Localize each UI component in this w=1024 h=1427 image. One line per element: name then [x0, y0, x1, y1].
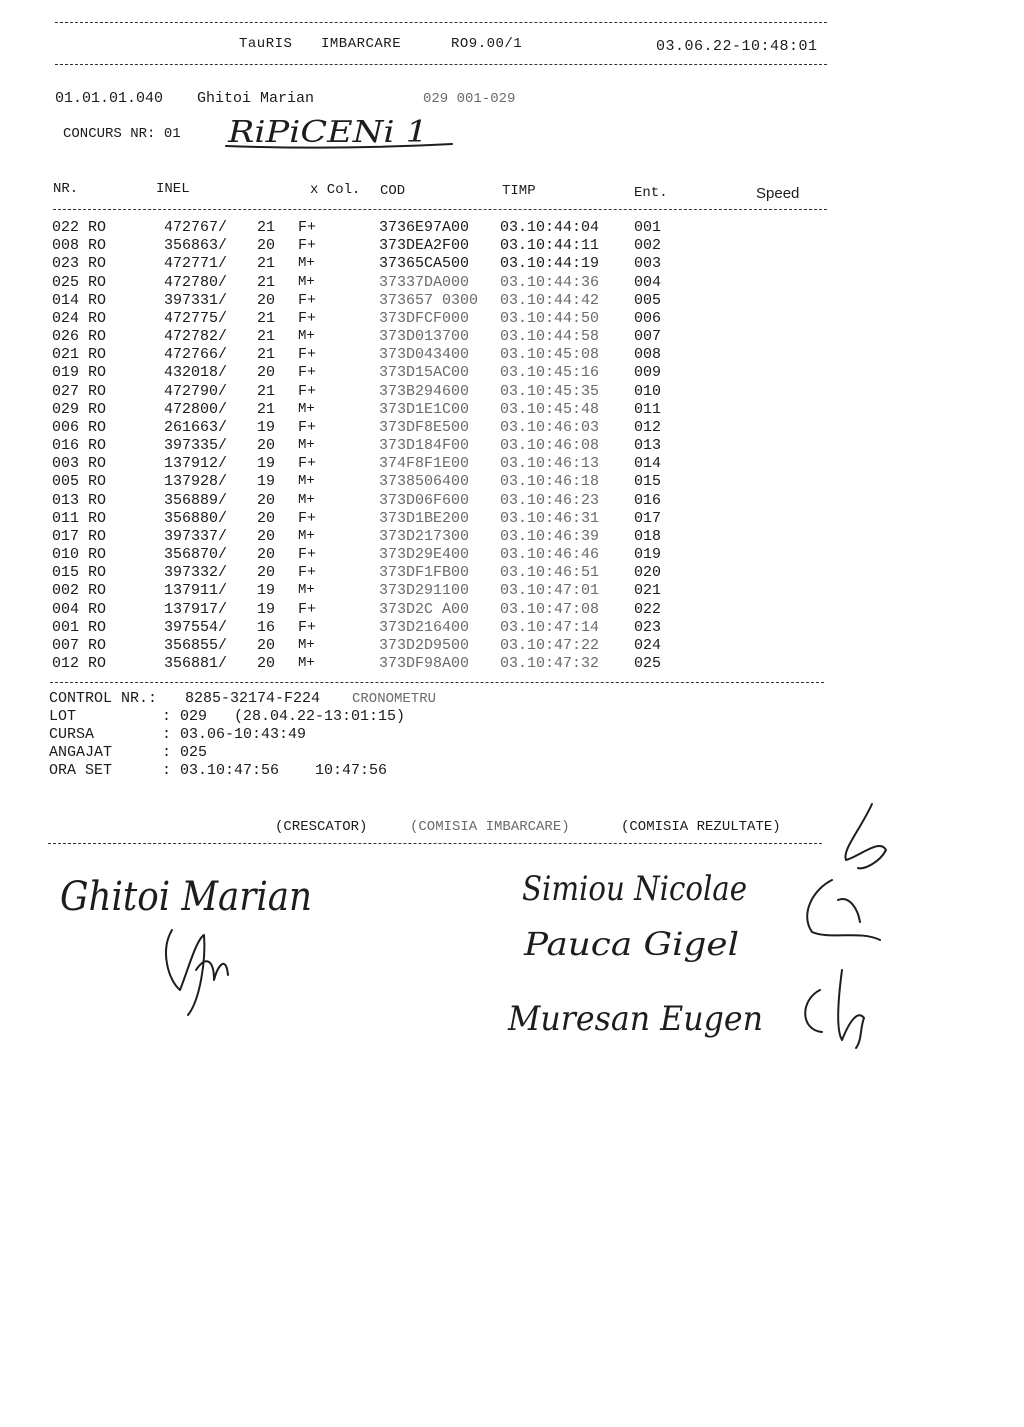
- cell-year: 21: [257, 309, 276, 327]
- cell-nr: 005 RO: [52, 473, 107, 491]
- table-row: [0, 274, 1024, 292]
- cell-sex: M+: [298, 655, 315, 672]
- cell-code: 37337DA000: [379, 273, 470, 291]
- cell-year: 20: [257, 364, 276, 382]
- cell-code: 373D06F600: [379, 491, 470, 509]
- cell-time: 03.10:47:32: [500, 655, 600, 673]
- cell-nr: 029 RO: [52, 400, 107, 418]
- cell-code: 37365CA500: [379, 255, 470, 273]
- cell-year: 20: [257, 291, 276, 309]
- cell-ent: 004: [634, 273, 662, 291]
- cell-ent: 021: [634, 582, 662, 600]
- cell-ring: 356863/: [164, 237, 228, 255]
- fancier-code: 01.01.01.040: [55, 90, 164, 107]
- cell-time: 03.10:47:14: [500, 618, 600, 636]
- handwritten-name-commission-3: Muresan Eugen: [507, 999, 763, 1039]
- cell-sex: F+: [298, 219, 317, 236]
- col-header-nr: NR.: [53, 181, 79, 197]
- cell-sex: F+: [298, 564, 317, 582]
- cell-ring: 137912/: [164, 455, 228, 473]
- cell-sex: F+: [298, 618, 317, 636]
- cell-time: 03.10:44:58: [500, 328, 600, 346]
- cell-code: 374F8F1E00: [379, 455, 470, 473]
- cell-ring: 356870/: [164, 546, 228, 564]
- cell-year: 19: [257, 455, 276, 473]
- col-header-ent: Ent.: [634, 185, 668, 201]
- cell-year: 20: [257, 655, 276, 673]
- cell-sex: F+: [298, 455, 317, 473]
- cell-code: 373DF8E500: [379, 418, 470, 436]
- cell-time: 03.10:44:50: [500, 309, 600, 327]
- top-rule: [55, 22, 827, 23]
- cell-time: 03.10:46:13: [500, 455, 600, 473]
- system-name: TauRIS: [239, 36, 293, 52]
- cell-ent: 007: [634, 328, 662, 346]
- table-row: [0, 601, 1024, 619]
- header-rule: [55, 64, 827, 65]
- cell-ring: 472780/: [164, 273, 228, 291]
- cell-year: 19: [257, 473, 276, 491]
- cell-code: 373D184F00: [379, 437, 470, 455]
- table-row: [0, 655, 1024, 673]
- cell-year: 20: [257, 564, 276, 582]
- table-row: [0, 492, 1024, 510]
- table-row: [0, 546, 1024, 564]
- cell-nr: 012 RO: [52, 655, 107, 673]
- cell-year: 20: [257, 636, 276, 654]
- table-row: [0, 637, 1024, 655]
- cell-nr: 022 RO: [52, 219, 107, 236]
- cell-ent: 010: [634, 382, 662, 400]
- cell-code: 373D217300: [379, 527, 470, 545]
- cell-ring: 432018/: [164, 364, 228, 382]
- cell-time: 03.10:44:42: [500, 291, 600, 309]
- cell-sex: F+: [298, 382, 317, 400]
- table-bottom-rule: [50, 682, 824, 683]
- cell-ent: 006: [634, 309, 662, 327]
- cell-nr: 026 RO: [52, 328, 107, 346]
- cell-year: 16: [257, 618, 276, 636]
- cell-sex: M+: [298, 400, 315, 417]
- cell-sex: F+: [298, 418, 317, 436]
- control-label: CONTROL NR.:: [49, 690, 158, 707]
- cell-time: 03.10:44:19: [500, 255, 600, 273]
- cell-ring: 397331/: [164, 291, 228, 309]
- cell-code: 373D29E400: [379, 546, 470, 564]
- cell-nr: 003 RO: [52, 455, 107, 473]
- software-version: RO9.00/1: [451, 36, 523, 52]
- cell-ent: 019: [634, 546, 662, 564]
- cell-ring: 472782/: [164, 328, 228, 346]
- signature-label-comisia-rezultate: (COMISIA REZULTATE): [621, 819, 781, 835]
- cell-ent: 014: [634, 455, 662, 473]
- cell-ring: 137911/: [164, 582, 228, 600]
- cell-ent: 016: [634, 491, 662, 509]
- table-row: [0, 510, 1024, 528]
- cell-sex: F+: [298, 509, 317, 527]
- cell-sex: M+: [298, 582, 315, 599]
- signature-scribble-1: [845, 804, 886, 868]
- cell-ent: 022: [634, 600, 662, 618]
- handwritten-contest-place: [220, 106, 480, 156]
- cell-ent: 003: [634, 255, 662, 273]
- cell-ring: 397554/: [164, 618, 228, 636]
- cell-code: 373D2C A00: [379, 600, 470, 618]
- cell-code: 3736E97A00: [379, 219, 470, 236]
- cell-nr: 027 RO: [52, 382, 107, 400]
- cell-time: 03.10:45:08: [500, 346, 600, 364]
- cell-ent: 024: [634, 636, 662, 654]
- table-row: [0, 255, 1024, 273]
- cell-code: 373D15AC00: [379, 364, 470, 382]
- cell-nr: 010 RO: [52, 546, 107, 564]
- pigeon-range: 029 001-029: [423, 91, 516, 107]
- cell-year: 21: [257, 273, 276, 291]
- signature-label-comisia-imbarcare: (COMISIA IMBARCARE): [410, 819, 570, 835]
- cell-nr: 007 RO: [52, 636, 107, 654]
- cell-year: 20: [257, 546, 276, 564]
- cell-code: 373D291100: [379, 582, 470, 600]
- cell-nr: 011 RO: [52, 509, 107, 527]
- cell-year: 20: [257, 527, 276, 545]
- table-row: [0, 582, 1024, 600]
- cell-ent: 011: [634, 400, 662, 418]
- cell-ent: 008: [634, 346, 662, 364]
- cell-time: 03.10:44:04: [500, 219, 600, 236]
- cell-year: 19: [257, 600, 276, 618]
- signature-label-crescator: (CRESCATOR): [275, 819, 368, 835]
- signature-scribble-3: [805, 970, 864, 1048]
- col-header-inel: INEL: [156, 181, 190, 197]
- cell-nr: 015 RO: [52, 564, 107, 582]
- cell-year: 19: [257, 582, 276, 600]
- cell-nr: 013 RO: [52, 491, 107, 509]
- module-name: IMBARCARE: [321, 36, 402, 52]
- cell-time: 03.10:47:08: [500, 600, 600, 618]
- table-row: [0, 237, 1024, 255]
- cell-time: 03.10:47:01: [500, 582, 600, 600]
- ora-set-label: ORA SET: [49, 762, 113, 779]
- angajat-label: ANGAJAT: [49, 744, 113, 761]
- cell-code: 373DFCF000: [379, 309, 470, 327]
- cell-ring: 472767/: [164, 219, 228, 236]
- cell-time: 03.10:45:16: [500, 364, 600, 382]
- cell-time: 03.10:46:51: [500, 564, 600, 582]
- table-row: [0, 455, 1024, 473]
- cell-ring: 472790/: [164, 382, 228, 400]
- cell-code: 373D1E1C00: [379, 400, 470, 418]
- cell-ring: 397335/: [164, 437, 228, 455]
- cell-time: 03.10:46:18: [500, 473, 600, 491]
- cell-nr: 001 RO: [52, 618, 107, 636]
- cell-year: 19: [257, 418, 276, 436]
- cursa-label: CURSA: [49, 726, 95, 743]
- cell-time: 03.10:44:36: [500, 273, 600, 291]
- handwritten-name-crescator: Ghitoi Marian: [60, 874, 312, 920]
- col-header-timp: TIMP: [502, 183, 536, 199]
- table-row: [0, 419, 1024, 437]
- cell-nr: 014 RO: [52, 291, 107, 309]
- cell-time: 03.10:44:11: [500, 237, 600, 255]
- column-header-rule: [53, 209, 827, 210]
- cell-ent: 018: [634, 527, 662, 545]
- handwritten-signatures: [0, 790, 1024, 1090]
- cell-year: 20: [257, 237, 276, 255]
- cell-year: 21: [257, 219, 276, 236]
- table-row: [0, 219, 1024, 237]
- cell-year: 21: [257, 255, 276, 273]
- cell-ring: 356881/: [164, 655, 228, 673]
- cell-sex: F+: [298, 364, 317, 382]
- lot-label: LOT: [49, 708, 77, 725]
- cell-sex: F+: [298, 309, 317, 327]
- cell-sex: M+: [298, 273, 315, 290]
- table-row: [0, 528, 1024, 546]
- cell-year: 21: [257, 400, 276, 418]
- lot-value: : 029 (28.04.22-13:01:15): [162, 708, 406, 725]
- cell-ent: 023: [634, 618, 662, 636]
- cell-code: 373B294600: [379, 382, 470, 400]
- handwritten-name-commission-1: Simiou Nicolae: [522, 869, 747, 909]
- cell-year: 20: [257, 437, 276, 455]
- cell-nr: 002 RO: [52, 582, 107, 600]
- cell-sex: F+: [298, 600, 317, 618]
- cell-nr: 019 RO: [52, 364, 107, 382]
- cell-ent: 025: [634, 655, 662, 673]
- cell-ent: 020: [634, 564, 662, 582]
- cell-ring: 397337/: [164, 527, 228, 545]
- cell-ring: 261663/: [164, 418, 228, 436]
- cell-ring: 356880/: [164, 509, 228, 527]
- cell-year: 20: [257, 509, 276, 527]
- cell-year: 20: [257, 491, 276, 509]
- chronometer-label: CRONOMETRU: [352, 691, 437, 707]
- cell-ent: 001: [634, 219, 662, 236]
- control-value: 8285-32174-F224: [185, 690, 321, 707]
- cell-code: 3738506400: [379, 473, 470, 491]
- cell-nr: 016 RO: [52, 437, 107, 455]
- col-header-speed: Speed: [756, 185, 800, 202]
- cell-ring: 356855/: [164, 636, 228, 654]
- cell-sex: M+: [298, 473, 315, 490]
- cell-time: 03.10:46:46: [500, 546, 600, 564]
- cell-time: 03.10:45:48: [500, 400, 600, 418]
- col-header-xcol: x Col.: [310, 182, 361, 198]
- cell-sex: M+: [298, 636, 315, 653]
- cell-sex: F+: [298, 546, 317, 564]
- cell-ent: 005: [634, 291, 662, 309]
- cell-nr: 017 RO: [52, 527, 107, 545]
- cell-ring: 472800/: [164, 400, 228, 418]
- cell-ring: 472771/: [164, 255, 228, 273]
- table-row: [0, 564, 1024, 582]
- cell-ring: 397332/: [164, 564, 228, 582]
- signature-scribble-crescator: [166, 930, 228, 1015]
- handwritten-name-commission-2: Pauca Gigel: [522, 925, 739, 963]
- cell-code: 373657 0300: [379, 291, 479, 309]
- ora-set-value: : 03.10:47:56 10:47:56: [162, 762, 388, 779]
- cell-time: 03.10:47:22: [500, 636, 600, 654]
- table-row: [0, 619, 1024, 637]
- signature-scribble-2: [807, 880, 880, 940]
- table-row: [0, 346, 1024, 364]
- cell-nr: 021 RO: [52, 346, 107, 364]
- cell-code: 373D043400: [379, 346, 470, 364]
- cell-nr: 008 RO: [52, 237, 107, 255]
- cell-time: 03.10:46:03: [500, 418, 600, 436]
- cell-ring: 137928/: [164, 473, 228, 491]
- cell-code: 373DF1FB00: [379, 564, 470, 582]
- cell-year: 21: [257, 382, 276, 400]
- cell-sex: F+: [298, 291, 317, 309]
- cell-sex: M+: [298, 527, 315, 544]
- cell-code: 373D2D9500: [379, 636, 470, 654]
- cell-sex: M+: [298, 437, 315, 454]
- cell-sex: M+: [298, 491, 315, 508]
- cell-ring: 472775/: [164, 309, 228, 327]
- cell-ring: 472766/: [164, 346, 228, 364]
- cell-time: 03.10:45:35: [500, 382, 600, 400]
- cell-time: 03.10:46:08: [500, 437, 600, 455]
- cell-ent: 002: [634, 237, 662, 255]
- table-row: [0, 292, 1024, 310]
- table-row: [0, 310, 1024, 328]
- handwritten-contest-place-text: RiPiCENi 1: [226, 115, 428, 150]
- col-header-cod: COD: [380, 183, 406, 199]
- angajat-value: : 025: [162, 744, 208, 761]
- cell-nr: 024 RO: [52, 309, 107, 327]
- table-row: [0, 437, 1024, 455]
- table-row: [0, 383, 1024, 401]
- cell-time: 03.10:46:39: [500, 527, 600, 545]
- cell-sex: F+: [298, 346, 317, 364]
- cell-sex: M+: [298, 255, 315, 272]
- cell-ent: 015: [634, 473, 662, 491]
- fancier-name: Ghitoi Marian: [197, 90, 315, 107]
- cell-ring: 356889/: [164, 491, 228, 509]
- cell-ent: 009: [634, 364, 662, 382]
- cell-sex: F+: [298, 237, 317, 255]
- cell-ring: 137917/: [164, 600, 228, 618]
- cell-code: 373DEA2F00: [379, 237, 470, 255]
- cell-ent: 012: [634, 418, 662, 436]
- cell-nr: 023 RO: [52, 255, 107, 273]
- table-row: [0, 401, 1024, 419]
- cursa-value: : 03.06-10:43:49: [162, 726, 307, 743]
- cell-code: 373DF98A00: [379, 655, 470, 673]
- table-row: [0, 364, 1024, 382]
- print-datetime: 03.06.22-10:48:01: [656, 38, 818, 55]
- cell-ent: 013: [634, 437, 662, 455]
- cell-nr: 006 RO: [52, 418, 107, 436]
- cell-time: 03.10:46:23: [500, 491, 600, 509]
- cell-nr: 004 RO: [52, 600, 107, 618]
- table-row: [0, 328, 1024, 346]
- cell-code: 373D013700: [379, 328, 470, 346]
- cell-ent: 017: [634, 509, 662, 527]
- cell-time: 03.10:46:31: [500, 509, 600, 527]
- cell-code: 373D1BE200: [379, 509, 470, 527]
- cell-sex: M+: [298, 328, 315, 345]
- cell-code: 373D216400: [379, 618, 470, 636]
- contest-label: CONCURS NR: 01: [63, 126, 181, 142]
- cell-nr: 025 RO: [52, 273, 107, 291]
- cell-year: 21: [257, 328, 276, 346]
- cell-year: 21: [257, 346, 276, 364]
- table-row: [0, 473, 1024, 491]
